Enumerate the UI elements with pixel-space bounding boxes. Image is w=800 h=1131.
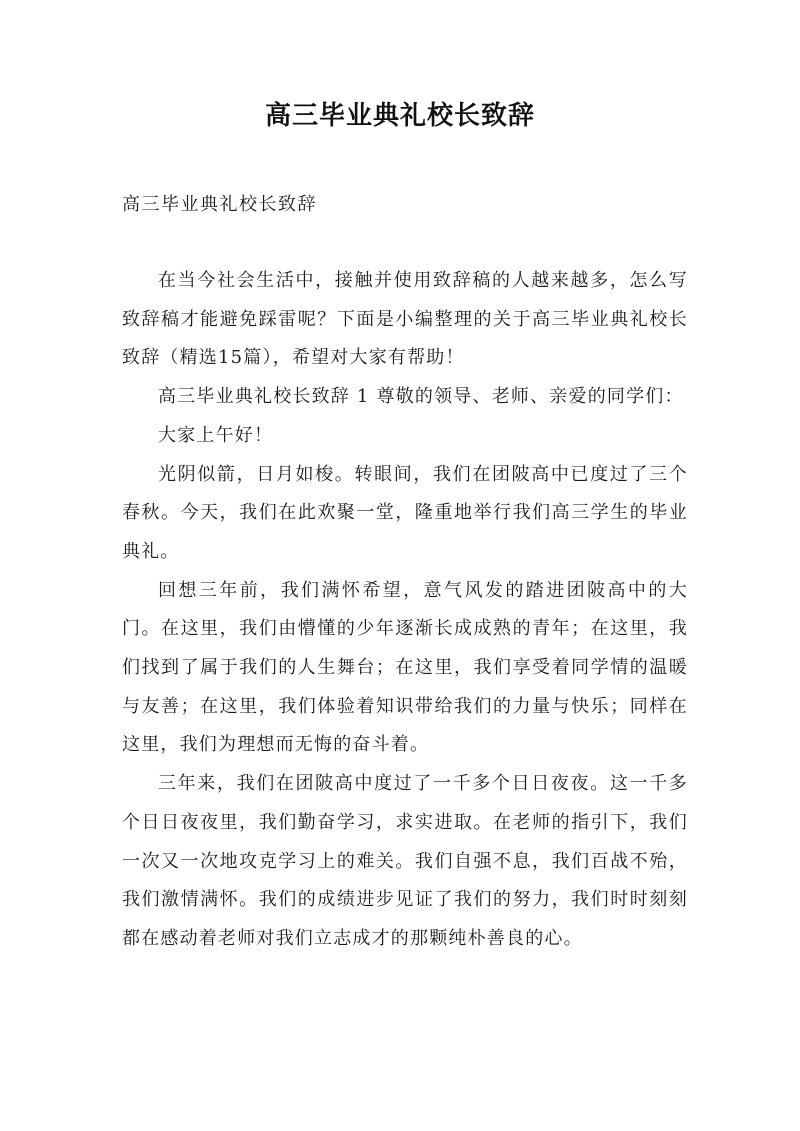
paragraph-greeting: 大家上午好！	[158, 424, 274, 446]
paragraph-intro: 在当今社会生活中，接触并使用致辞稿的人越来越多，怎么写致辞稿才能避免踩雷呢？下面是小编整理的关于高三毕业典礼校长致辞（精选15篇），希望对大家有帮助！	[122, 270, 688, 369]
document-body	[122, 262, 688, 959]
document-subtitle: 高三毕业典礼校长致辞	[122, 194, 317, 215]
paragraph-salutation: 高三毕业典礼校长致辞 1 尊敬的领导、老师、亲爱的同学们：	[158, 386, 684, 408]
paragraph-time: 光阴似箭，日月如梭。转眼间，我们在团陂高中已度过了三个春秋。今天，我们在此欢聚一堂，隆重地举行我们高三学生的毕业典礼。	[122, 463, 688, 562]
paragraph-three-years: 三年来，我们在团陂高中度过了一千多个日日夜夜。这一千多个日日夜夜里，我们勤奋学习，求实进取。在老师的指引下，我们一次又一次地攻克学习上的难关。我们自强不息，我们百战不殆，我们激情满怀。我们的成绩进步见证了我们的努力，我们时时刻刻都在感动着老师对我们立志成才的那颗纯朴善良的心。	[122, 773, 688, 949]
paragraph-memories: 回想三年前，我们满怀希望，意气风发的踏进团陂高中的大门。在这里，我们由懵懂的少年逐渐长成成熟的青年；在这里，我们找到了属于我们的人生舞台；在这里，我们享受着同学情的温暖与友善；在这里，我们体验着知识带给我们的力量与快乐；同样在这里，我们为理想而无悔的奋斗着。	[122, 579, 688, 756]
document-title: 高三毕业典礼校长致辞	[264, 101, 535, 131]
